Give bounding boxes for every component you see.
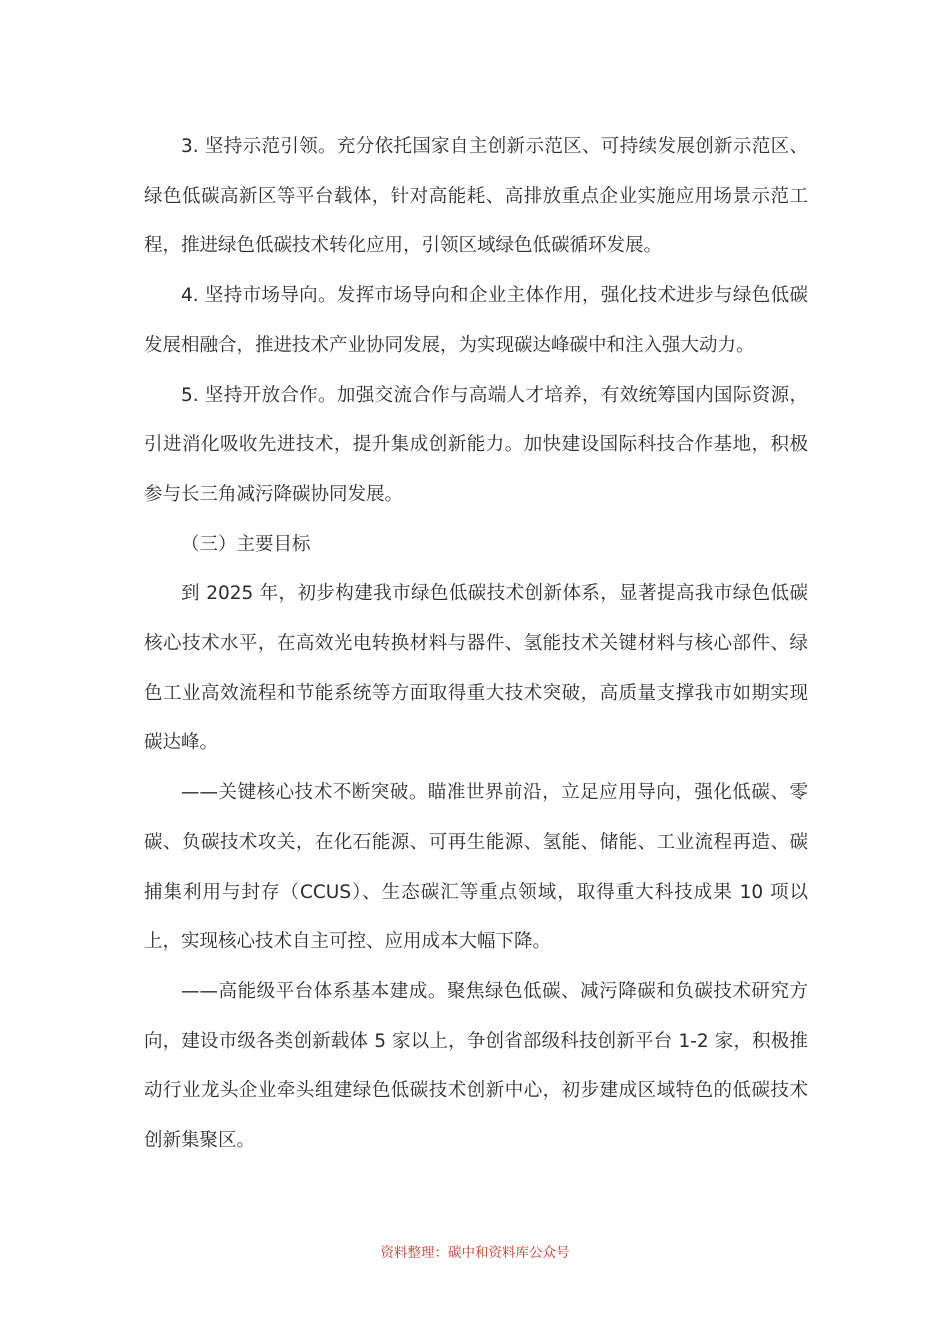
paragraph-principle-4: 4. 坚持市场导向。发挥市场导向和企业主体作用，强化技术进步与绿色低碳发展相融合，推进技术产业协同发展，为实现碳达峰碳中和注入强大动力。 — [144, 285, 808, 356]
footer-source-note: 资料整理：碳中和资料库公众号 — [380, 1245, 570, 1261]
paragraph-goal-2025: 到 2025 年，初步构建我市绿色低碳技术创新体系，显著提高我市绿色低碳核心技术水平，在高效光电转换材料与器件、氢能技术关键材料与核心部件、绿色工业高效流程和节能系统等方面取得重大技术突破，高质量支撑我市如期实现碳达峰。 — [144, 583, 808, 754]
paragraph-principle-3: 3. 坚持示范引领。充分依托国家自主创新示范区、可持续发展创新示范区、绿色低碳高新区等平台载体，针对高能耗、高排放重点企业实施应用场景示范工程，推进绿色低碳技术转化应用，引领区域绿色低碳循环发展。 — [144, 136, 808, 257]
document-body — [144, 122, 808, 1166]
paragraph-goal-core-tech: ——关键核心技术不断突破。瞄准世界前沿，立足应用导向，强化低碳、零碳、负碳技术攻关，在化石能源、可再生能源、氢能、储能、工业流程再造、碳捕集利用与封存（CCUS）、生态碳汇等重点领域，取得重大科技成果 10 项以上，实现核心技术自主可控、应用成本大幅下降。 — [144, 782, 808, 953]
paragraph-goal-platforms: ——高能级平台体系基本建成。聚焦绿色低碳、减污降碳和负碳技术研究方向，建设市级各类创新载体 5 家以上，争创省部级科技创新平台 1-2 家，积极推动行业龙头企业牵头组建绿色低碳技术创新中心，初步建成区域特色的低碳技术创新集聚区。 — [144, 980, 808, 1152]
paragraph-principle-5: 5. 坚持开放合作。加强交流合作与高端人才培养，有效统筹国内国际资源，引进消化吸收先进技术，提升集成创新能力。加快建设国际科技合作基地，积极参与长三角减污降碳协同发展。 — [144, 384, 808, 505]
section-heading-main-goals: （三）主要目标 — [181, 533, 311, 555]
